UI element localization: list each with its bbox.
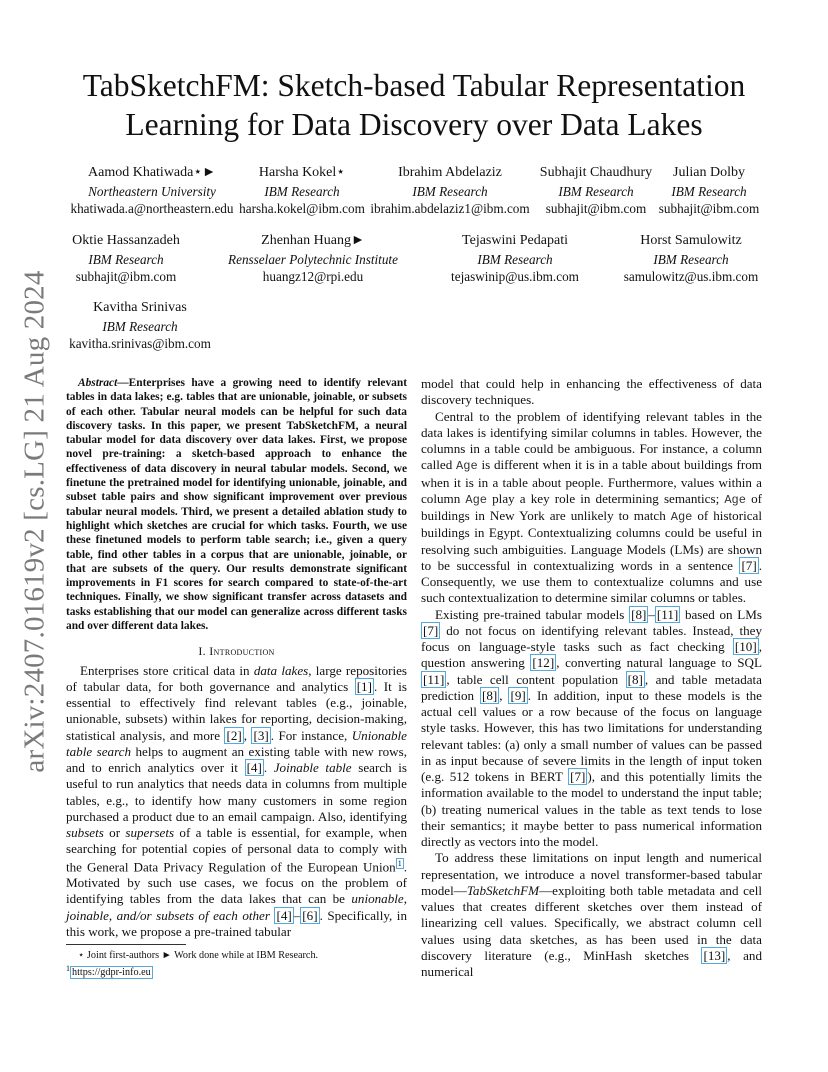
citation-link[interactable]: [10] <box>734 639 757 654</box>
citation-link[interactable]: [4] <box>246 760 262 776</box>
citation-link[interactable]: [6] <box>302 907 318 923</box>
intro-paragraph-1: Enterprises store critical data in data lakes, large repositories of tabular data, for both governance and analytics [1] . It is essential to effectively find relevant tables (e.g., joinable, unionable, subsets) within lakes for reporting, decision-making, statistical analysis, and more [2] , [3] . For instance, Unionable table search helps to augment an existing table with new rows, and to enrich analytics over it [4] . Joinable table search is useful to run analytics that needs data in columns from multiple tables, e.g., to identify how many customers in some region purchased a product due to an email campaign. Also, identifying subsets or supersets of a table is essential, for example, when searching for potential copies of personal data to comply with the General Data Privacy Regulation of the European Union $^1$ . Motivated by such use cases, we focus on the problem of identifying tables from the data lakes that can be unionable, joinable, and/or subsets of each other [4] – [6] . Specifically, in this work, we propose a pre-trained tabular <box>66 662 408 939</box>
footnote-link[interactable]: 1 <box>397 858 402 868</box>
citation-link[interactable]: [12] <box>532 655 555 671</box>
author-name: Oktie Hassanzadeh <box>72 233 180 248</box>
author-affiliation: IBM Research <box>102 319 178 334</box>
author-name: Tejaswini Pedapati <box>462 233 568 248</box>
author-affiliation: IBM Research <box>558 184 634 199</box>
left-column <box>66 376 407 940</box>
citation-link[interactable]: [3] <box>253 727 269 743</box>
author-email: subhajit@ibm.com <box>75 269 177 284</box>
author-affiliation: IBM Research <box>477 252 553 267</box>
author-affiliation: IBM Research <box>264 184 340 199</box>
author-block <box>440 232 590 285</box>
author-email: kavitha.srinivas@ibm.com <box>69 336 211 351</box>
footnote-1: $^1$ https://gdpr-info.eu <box>66 964 151 979</box>
author-name: Horst Samulowitz <box>640 233 742 248</box>
footnote-authors: ⋆ Joint first-authors ► Work done while at IBM Research. <box>78 950 319 961</box>
abstract-text: —Enterprises have a growing need to identify relevant tables in data lakes; e.g. tables that are unionable, joinable, or subsets of each other. Tabular neural models can be helpful for such data discovery tasks. In this paper, we present TabSketchFM, a neural tabular model for data discovery over data lakes. First, we propose novel pre-training: a sketch-based approach to enhance the effectiveness of data discovery in neural tabular models. Second, we finetune the pretrained model for identifying unionable, joinable, and subset table pairs and show significant improvement over previous tabular neural models. Third, we present a detailed ablation study to highlight which sketches are crucial for which tasks. Fourth, we use these finetuned models to perform table search; i.e., given a query table, find other tables in a corpus that are unionable, joinable, or that are subsets of the query. Our results demonstrate significant improvements in F1 scores for search compared to state-of-the-art techniques. Finally, we show significant transfer across datasets and tasks establishing that our model can generalize across different tasks and over different data lakes. <box>66 377 407 633</box>
citation-link[interactable]: [8] <box>631 606 647 622</box>
author-email: subhajit@ibm.com <box>658 201 760 216</box>
author-block <box>66 164 238 217</box>
author-name: Julian Dolby <box>673 165 745 180</box>
author-affiliation: IBM Research <box>412 184 488 199</box>
author-affiliation: Northeastern University <box>88 184 216 199</box>
author-email: samulowitz@us.ibm.com <box>623 269 759 284</box>
citation-link[interactable]: [7] <box>741 557 757 573</box>
citation-link[interactable]: [9] <box>510 687 526 703</box>
intro-paragraph-2: Central to the problem of identifying relevant tables in the data lakes is identifying similar columns in tables. However, the columns in a table could be ambiguous. For instance, a column called Age is different when it is in a table about buildings from when it is in a table about people. Furthermore, values within a column Age play a key role in determining semantics; Age of buildings in New York are unlikely to match Age of historical buildings in Egypt. Contextualizing columns could be useful in resolving such ambiguities. Language Models (LMs) are shown to be successful in contextualizing words in a sentence [7] . Consequently, we use them to contextualize columns and use such contextualization to determine similar columns or tables. <box>421 408 762 606</box>
citation-link[interactable]: [8] <box>482 687 498 703</box>
author-email: huangz12@rpi.edu <box>262 269 364 284</box>
citation-link[interactable]: [8] <box>627 671 643 687</box>
citation-link[interactable]: [11] <box>423 671 445 687</box>
author-affiliation: Rensselaer Polytechnic Institute <box>228 252 398 267</box>
title-line-1: TabSketchFM: Sketch-based Tabular Representation <box>82 68 746 103</box>
author-email: subhajit@ibm.com <box>545 201 647 216</box>
author-name: Subhajit Chaudhury <box>539 165 653 180</box>
author-block <box>238 164 366 217</box>
author-block <box>654 164 764 217</box>
author-affiliation: IBM Research <box>671 184 747 199</box>
abstract <box>66 376 407 633</box>
author-name: Aamod Khatiwada⋆► <box>88 165 216 180</box>
footnote-rule <box>66 944 186 945</box>
author-block <box>538 164 654 217</box>
author-block <box>618 232 764 285</box>
section-heading: I. Introduction <box>198 644 275 659</box>
right-column <box>421 376 762 980</box>
author-email: harsha.kokel@ibm.com <box>239 201 365 216</box>
intro-paragraph-4: To address these limitations on input length and numerical representation, we introduce a novel transformer-based tabular model—TabSketchFM—exploiting both table metadata and cell values that creates different sketches over them instead of linearizing cell values. Specifically, we abstract column cell values using data sketches, as has been used in the data discovery literature (e.g., MinHash sketches [13] , and numerical <box>421 850 762 979</box>
citation-link[interactable]: [1] <box>356 678 372 694</box>
author-email: khatiwada.a@northeastern.edu <box>70 201 234 216</box>
paper-title <box>40 66 788 144</box>
citation-link[interactable]: [4] <box>276 907 292 923</box>
intro-paragraph-1-continued: model that could help in enhancing the effectiveness of data discovery techniques. <box>421 376 762 408</box>
intro-paragraph-3: Existing pre-trained tabular models [8] – [11] based on LMs [7] do not focus on identifying relevant tables. Instead, they focus on language-style tasks such as fact checking [10] , question answering [12] , converting natural language to SQL [11] , table cell content population [8] , and table metadata prediction [8] , [9] . In addition, input to these models is the actual cell values or a row because of the focus on language style tasks. However, this has two limitations for understanding relevant tables: (a) only a small number of values can be passed in as input because of severe limits in the length of input token (e.g. 512 tokens in BERT [7] ), and this potentially limits the information available to the model to understand the input table; (b) treating numerical values in the table as text tends to lose their semantics; it maybe better to pass numerical information directly as vectors into the model. <box>421 606 763 849</box>
author-block <box>66 232 186 285</box>
author-block <box>66 299 214 352</box>
author-name: Ibrahim Abdelaziz <box>398 165 502 180</box>
author-block <box>366 164 534 217</box>
author-name: Kavitha Srinivas <box>93 300 187 315</box>
author-name: Zhenhan Huang► <box>261 233 365 248</box>
author-email: ibrahim.abdelaziz1@ibm.com <box>370 201 530 216</box>
abstract-lead: Abstract <box>78 377 118 389</box>
citation-link[interactable]: [13] <box>703 947 726 963</box>
citation-link[interactable]: [7] <box>423 622 439 638</box>
citation-link[interactable]: [2] <box>226 727 242 743</box>
author-name: Harsha Kokel⋆ <box>258 165 346 180</box>
author-block <box>218 232 408 285</box>
footnotes <box>66 944 407 979</box>
title-line-2: Learning for Data Discovery over Data Lakes <box>125 107 703 142</box>
author-affiliation: IBM Research <box>88 252 164 267</box>
citation-link[interactable]: [11] <box>656 606 679 622</box>
arxiv-identifier: arXiv:2407.01619v2 [cs.LG] 21 Aug 2024 <box>18 270 51 773</box>
author-affiliation: IBM Research <box>653 252 729 267</box>
author-email: tejaswinip@us.ibm.com <box>451 269 579 284</box>
footnote-url-link[interactable]: https://gdpr-info.eu <box>72 967 151 979</box>
citation-link[interactable]: [7] <box>570 769 586 784</box>
